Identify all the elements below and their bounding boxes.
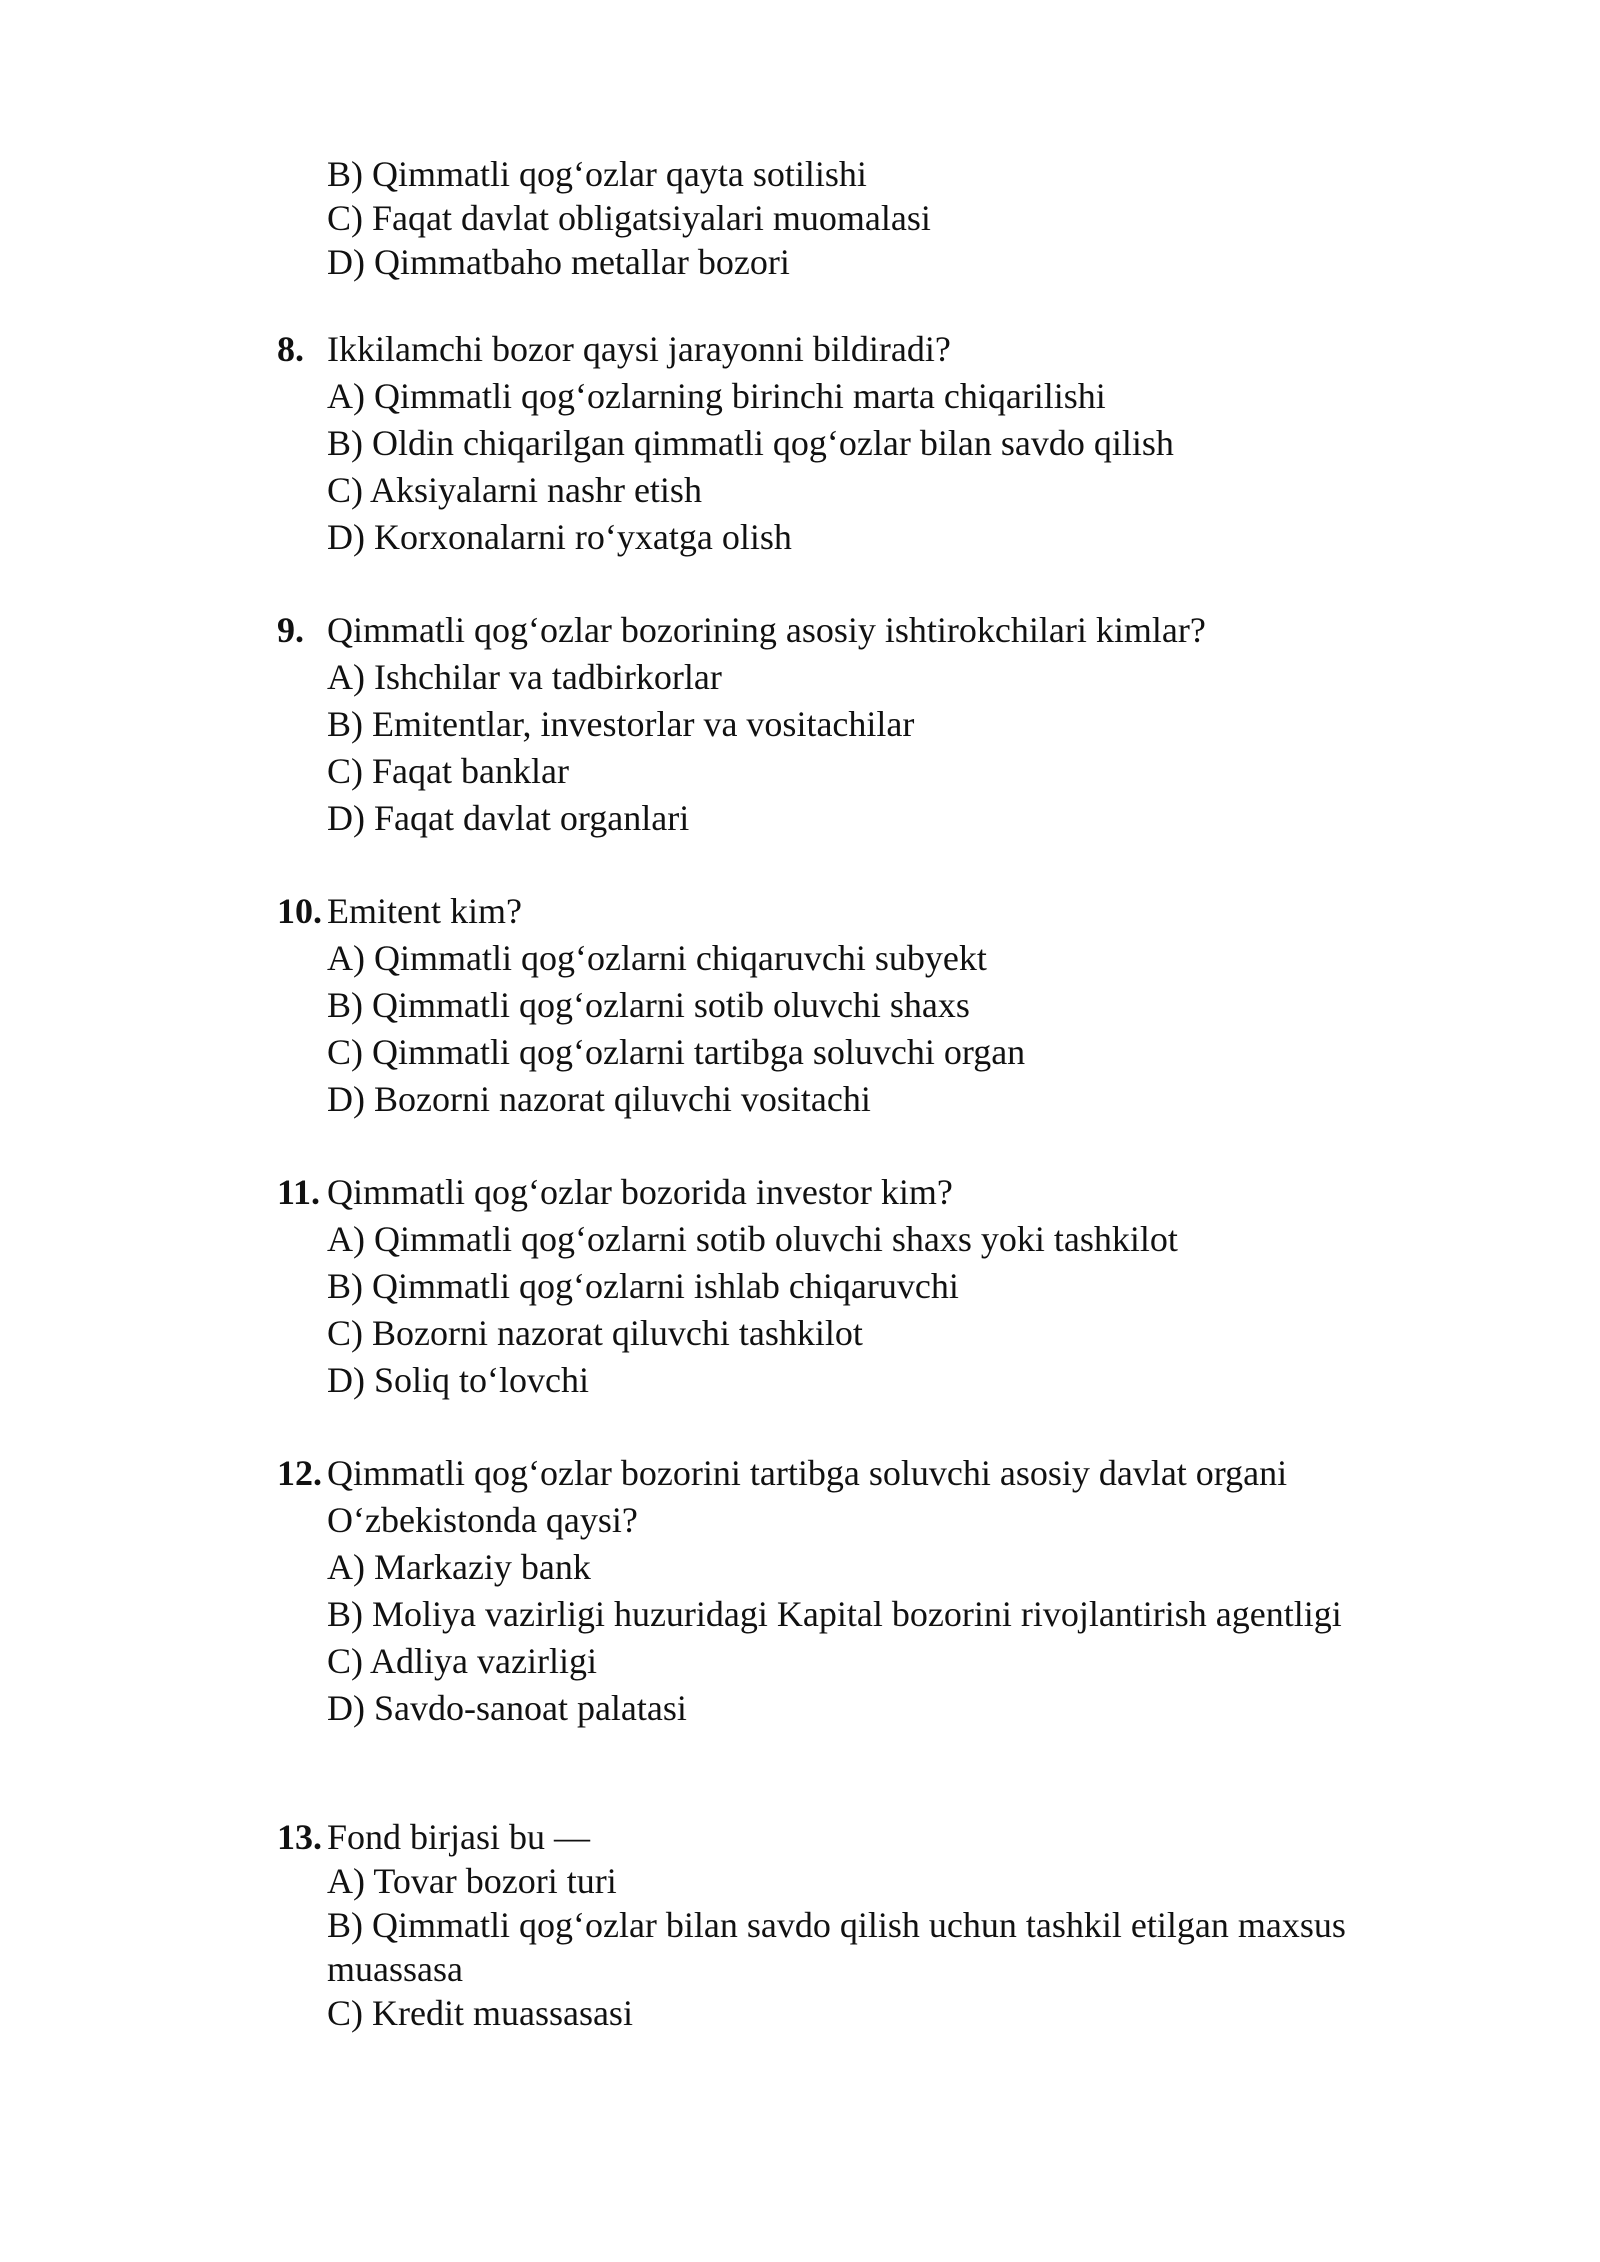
question-text: Fond birjasi bu —	[327, 1817, 591, 1857]
question-text: Qimmatli qog‘ozlar bozorining asosiy ishtirokchilari kimlar?	[327, 610, 1206, 650]
option-line: A) Markaziy bank	[327, 1547, 591, 1587]
option-line: A) Qimmatli qog‘ozlarni sotib oluvchi shaxs yoki tashkilot	[327, 1219, 1178, 1259]
option-line: C) Aksiyalarni nashr etish	[327, 470, 702, 510]
option-line: C) Faqat banklar	[327, 751, 569, 791]
option-line: D) Qimmatbaho metallar bozori	[327, 242, 790, 282]
question-text: Ikkilamchi bozor qaysi jarayonni bildiradi?	[327, 329, 951, 369]
option-line: B) Moliya vazirligi huzuridagi Kapital bozorini rivojlantirish agentligi	[327, 1594, 1342, 1634]
option-line: B) Qimmatli qog‘ozlar qayta sotilishi	[327, 154, 867, 194]
option-line: D) Soliq to‘lovchi	[327, 1360, 589, 1400]
question-number: 8.	[277, 329, 304, 369]
option-line: C) Faqat davlat obligatsiyalari muomalasi	[327, 198, 931, 238]
option-line: C) Adliya vazirligi	[327, 1641, 597, 1681]
option-line: A) Tovar bozori turi	[327, 1861, 617, 1901]
option-line: C) Qimmatli qog‘ozlarni tartibga soluvchi organ	[327, 1032, 1026, 1072]
option-line: A) Qimmatli qog‘ozlarni chiqaruvchi subyekt	[327, 938, 987, 978]
option-line: D) Bozorni nazorat qiluvchi vositachi	[327, 1079, 871, 1119]
option-line: muassasa	[327, 1949, 463, 1989]
question-number: 11.	[277, 1172, 321, 1212]
question-text: Qimmatli qog‘ozlar bozorida investor kim?	[327, 1172, 953, 1212]
option-line: B) Qimmatli qog‘ozlarni ishlab chiqaruvchi	[327, 1266, 959, 1306]
question-number: 12.	[277, 1453, 322, 1493]
option-line: B) Oldin chiqarilgan qimmatli qog‘ozlar bilan savdo qilish	[327, 423, 1174, 463]
option-line: D) Faqat davlat organlari	[327, 798, 690, 838]
question-text-continued: O‘zbekistonda qaysi?	[327, 1500, 638, 1540]
option-line: D) Korxonalarni ro‘yxatga olish	[327, 517, 792, 557]
question-number: 9.	[277, 610, 304, 650]
option-line: B) Qimmatli qog‘ozlarni sotib oluvchi shaxs	[327, 985, 970, 1025]
option-line: B) Emitentlar, investorlar va vositachilar	[327, 704, 915, 744]
question-text: Emitent kim?	[327, 891, 522, 931]
option-line: C) Kredit muassasasi	[327, 1993, 633, 2033]
question-number: 13.	[277, 1817, 322, 1857]
option-line: C) Bozorni nazorat qiluvchi tashkilot	[327, 1313, 863, 1353]
option-line: B) Qimmatli qog‘ozlar bilan savdo qilish uchun tashkil etilgan maxsus	[327, 1905, 1346, 1945]
option-line: A) Qimmatli qog‘ozlarning birinchi marta chiqarilishi	[327, 376, 1106, 416]
question-text: Qimmatli qog‘ozlar bozorini tartibga soluvchi asosiy davlat organi	[327, 1453, 1288, 1493]
option-line: A) Ishchilar va tadbirkorlar	[327, 657, 722, 697]
question-number: 10.	[277, 891, 322, 931]
option-line: D) Savdo-sanoat palatasi	[327, 1688, 687, 1728]
